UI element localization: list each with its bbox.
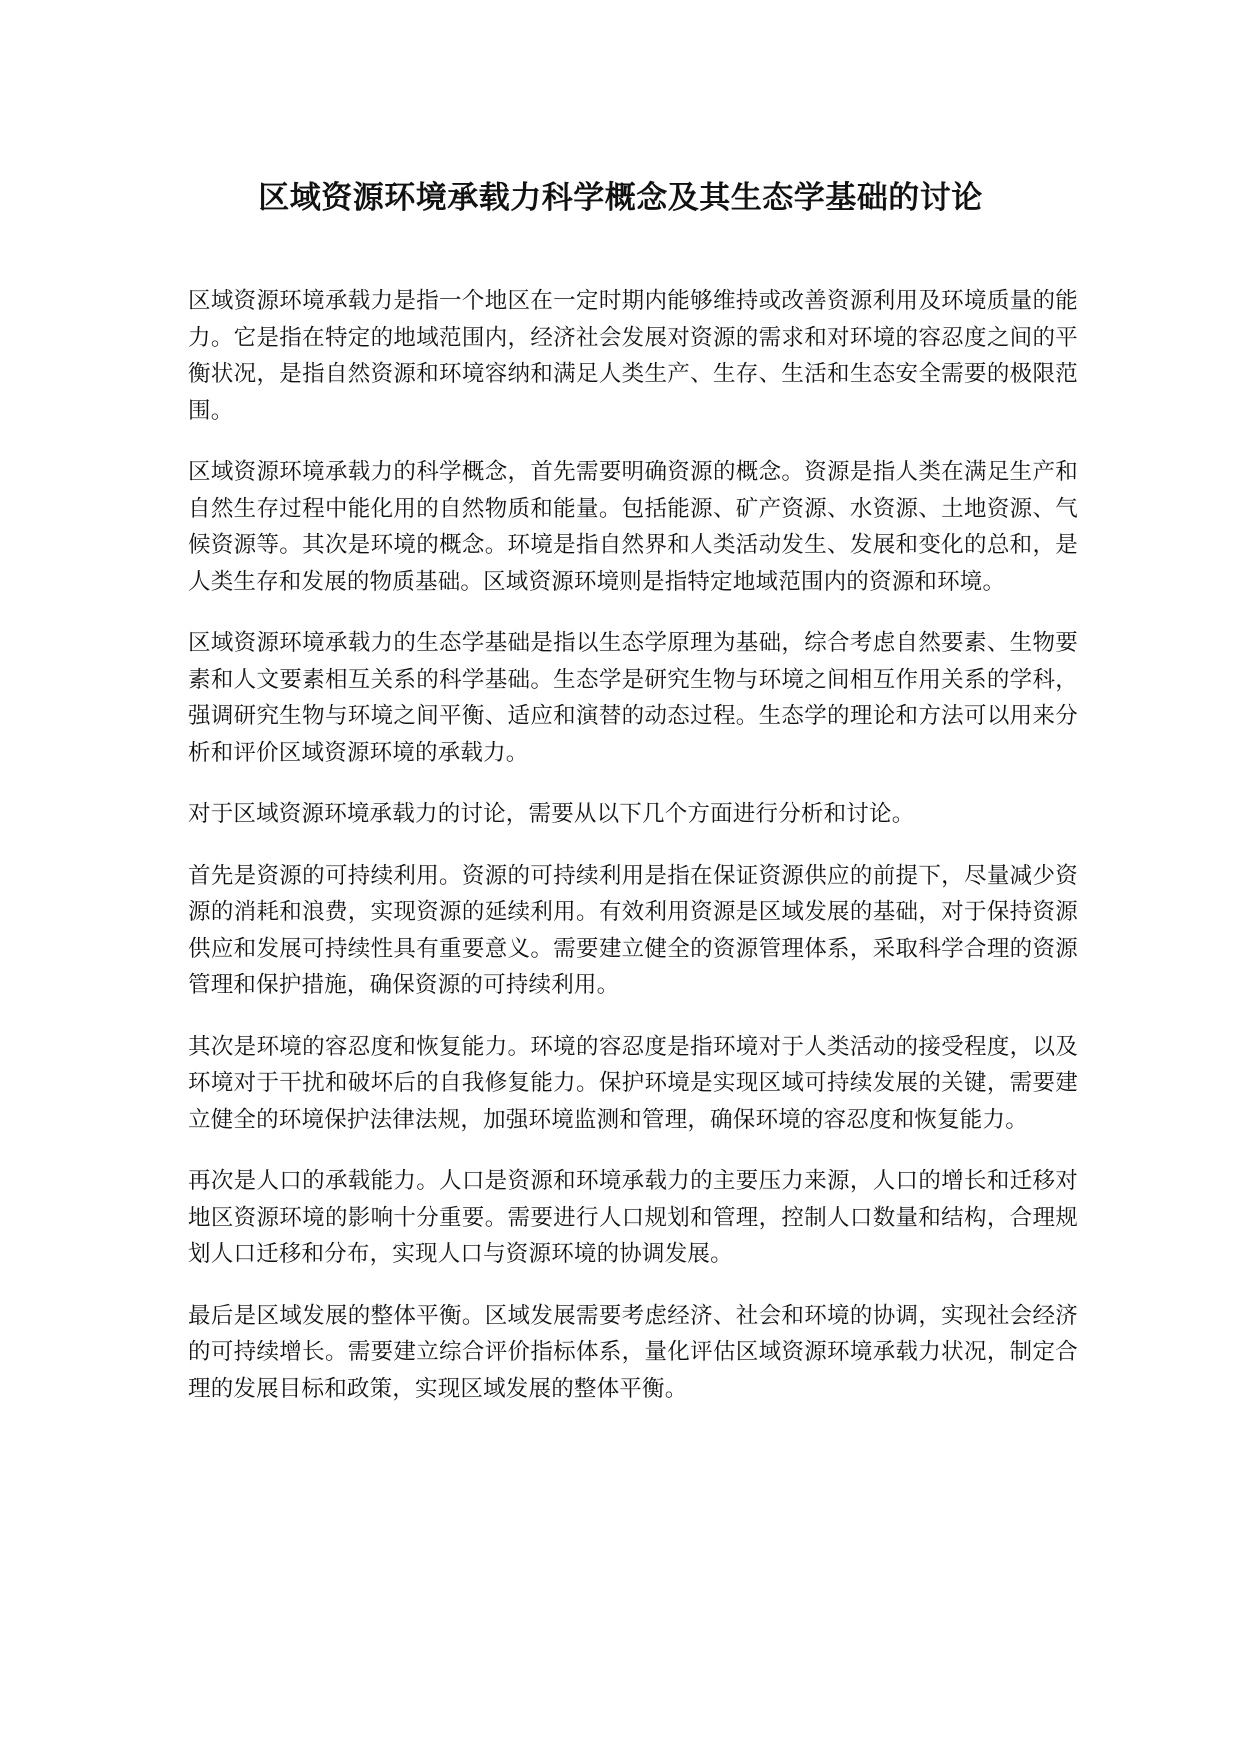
paragraph-discussion-intro: 对于区域资源环境承载力的讨论，需要从以下几个方面进行分析和讨论。	[188, 801, 915, 827]
paragraph-resource-sustainability: 首先是资源的可持续利用。资源的可持续利用是指在保证资源供应的前提下，尽量减少资源的消耗和浪费，实现资源的延续利用。有效利用资源是区域发展的基础，对于保持资源供应和发展可持续性具有重要意义。需要建立健全的资源管理体系，采取科学合理的资源管理和保护措施，确保资源的可持续利用。	[188, 862, 1078, 998]
paragraph-population-capacity: 再次是人口的承载能力。人口是资源和环境承载力的主要压力来源，人口的增长和迁移对地区资源环境的影响十分重要。需要进行人口规划和管理，控制人口数量和结构，合理规划人口迁移和分布，实现人口与资源环境的协调发展。	[188, 1168, 1078, 1267]
document-title: 区域资源环境承载力科学概念及其生态学基础的讨论	[258, 180, 983, 216]
document-body	[188, 283, 1078, 1432]
paragraph-environment-tolerance: 其次是环境的容忍度和恢复能力。环境的容忍度是指环境对于人类活动的接受程度，以及环境对于干扰和破坏后的自我修复能力。保护环境是实现区域可持续发展的关键，需要建立健全的环境保护法律法规，加强环境监测和管理，确保环境的容忍度和恢复能力。	[188, 1033, 1078, 1133]
paragraph-ecological-basis: 区域资源环境承载力的生态学基础是指以生态学原理为基础，综合考虑自然要素、生物要素和人文要素相互关系的科学基础。生态学是研究生物与环境之间相互作用关系的学科，强调研究生物与环境之间平衡、适应和演替的动态过程。生态学的理论和方法可以用来分析和评价区域资源环境的承载力。	[188, 630, 1078, 766]
paragraph-regional-balance: 最后是区域发展的整体平衡。区域发展需要考虑经济、社会和环境的协调，实现社会经济的可持续增长。需要建立综合评价指标体系，量化评估区域资源环境承载力状况，制定合理的发展目标和政策，实现区域发展的整体平衡。	[188, 1302, 1078, 1402]
paragraph-scientific-concept: 区域资源环境承载力的科学概念，首先需要明确资源的概念。资源是指人类在满足生产和自然生存过程中能化用的自然物质和能量。包括能源、矿产资源、水资源、土地资源、气候资源等。其次是环境的概念。环境是指自然界和人类活动发生、发展和变化的总和，是人类生存和发展的物质基础。区域资源环境则是指特定地域范围内的资源和环境。	[188, 459, 1078, 595]
paragraph-definition: 区域资源环境承载力是指一个地区在一定时期内能够维持或改善资源利用及环境质量的能力。它是指在特定的地域范围内，经济社会发展对资源的需求和对环境的容忍度之间的平衡状况，是指自然资源和环境容纳和满足人类生产、生存、生活和生态安全需要的极限范围。	[188, 288, 1078, 424]
